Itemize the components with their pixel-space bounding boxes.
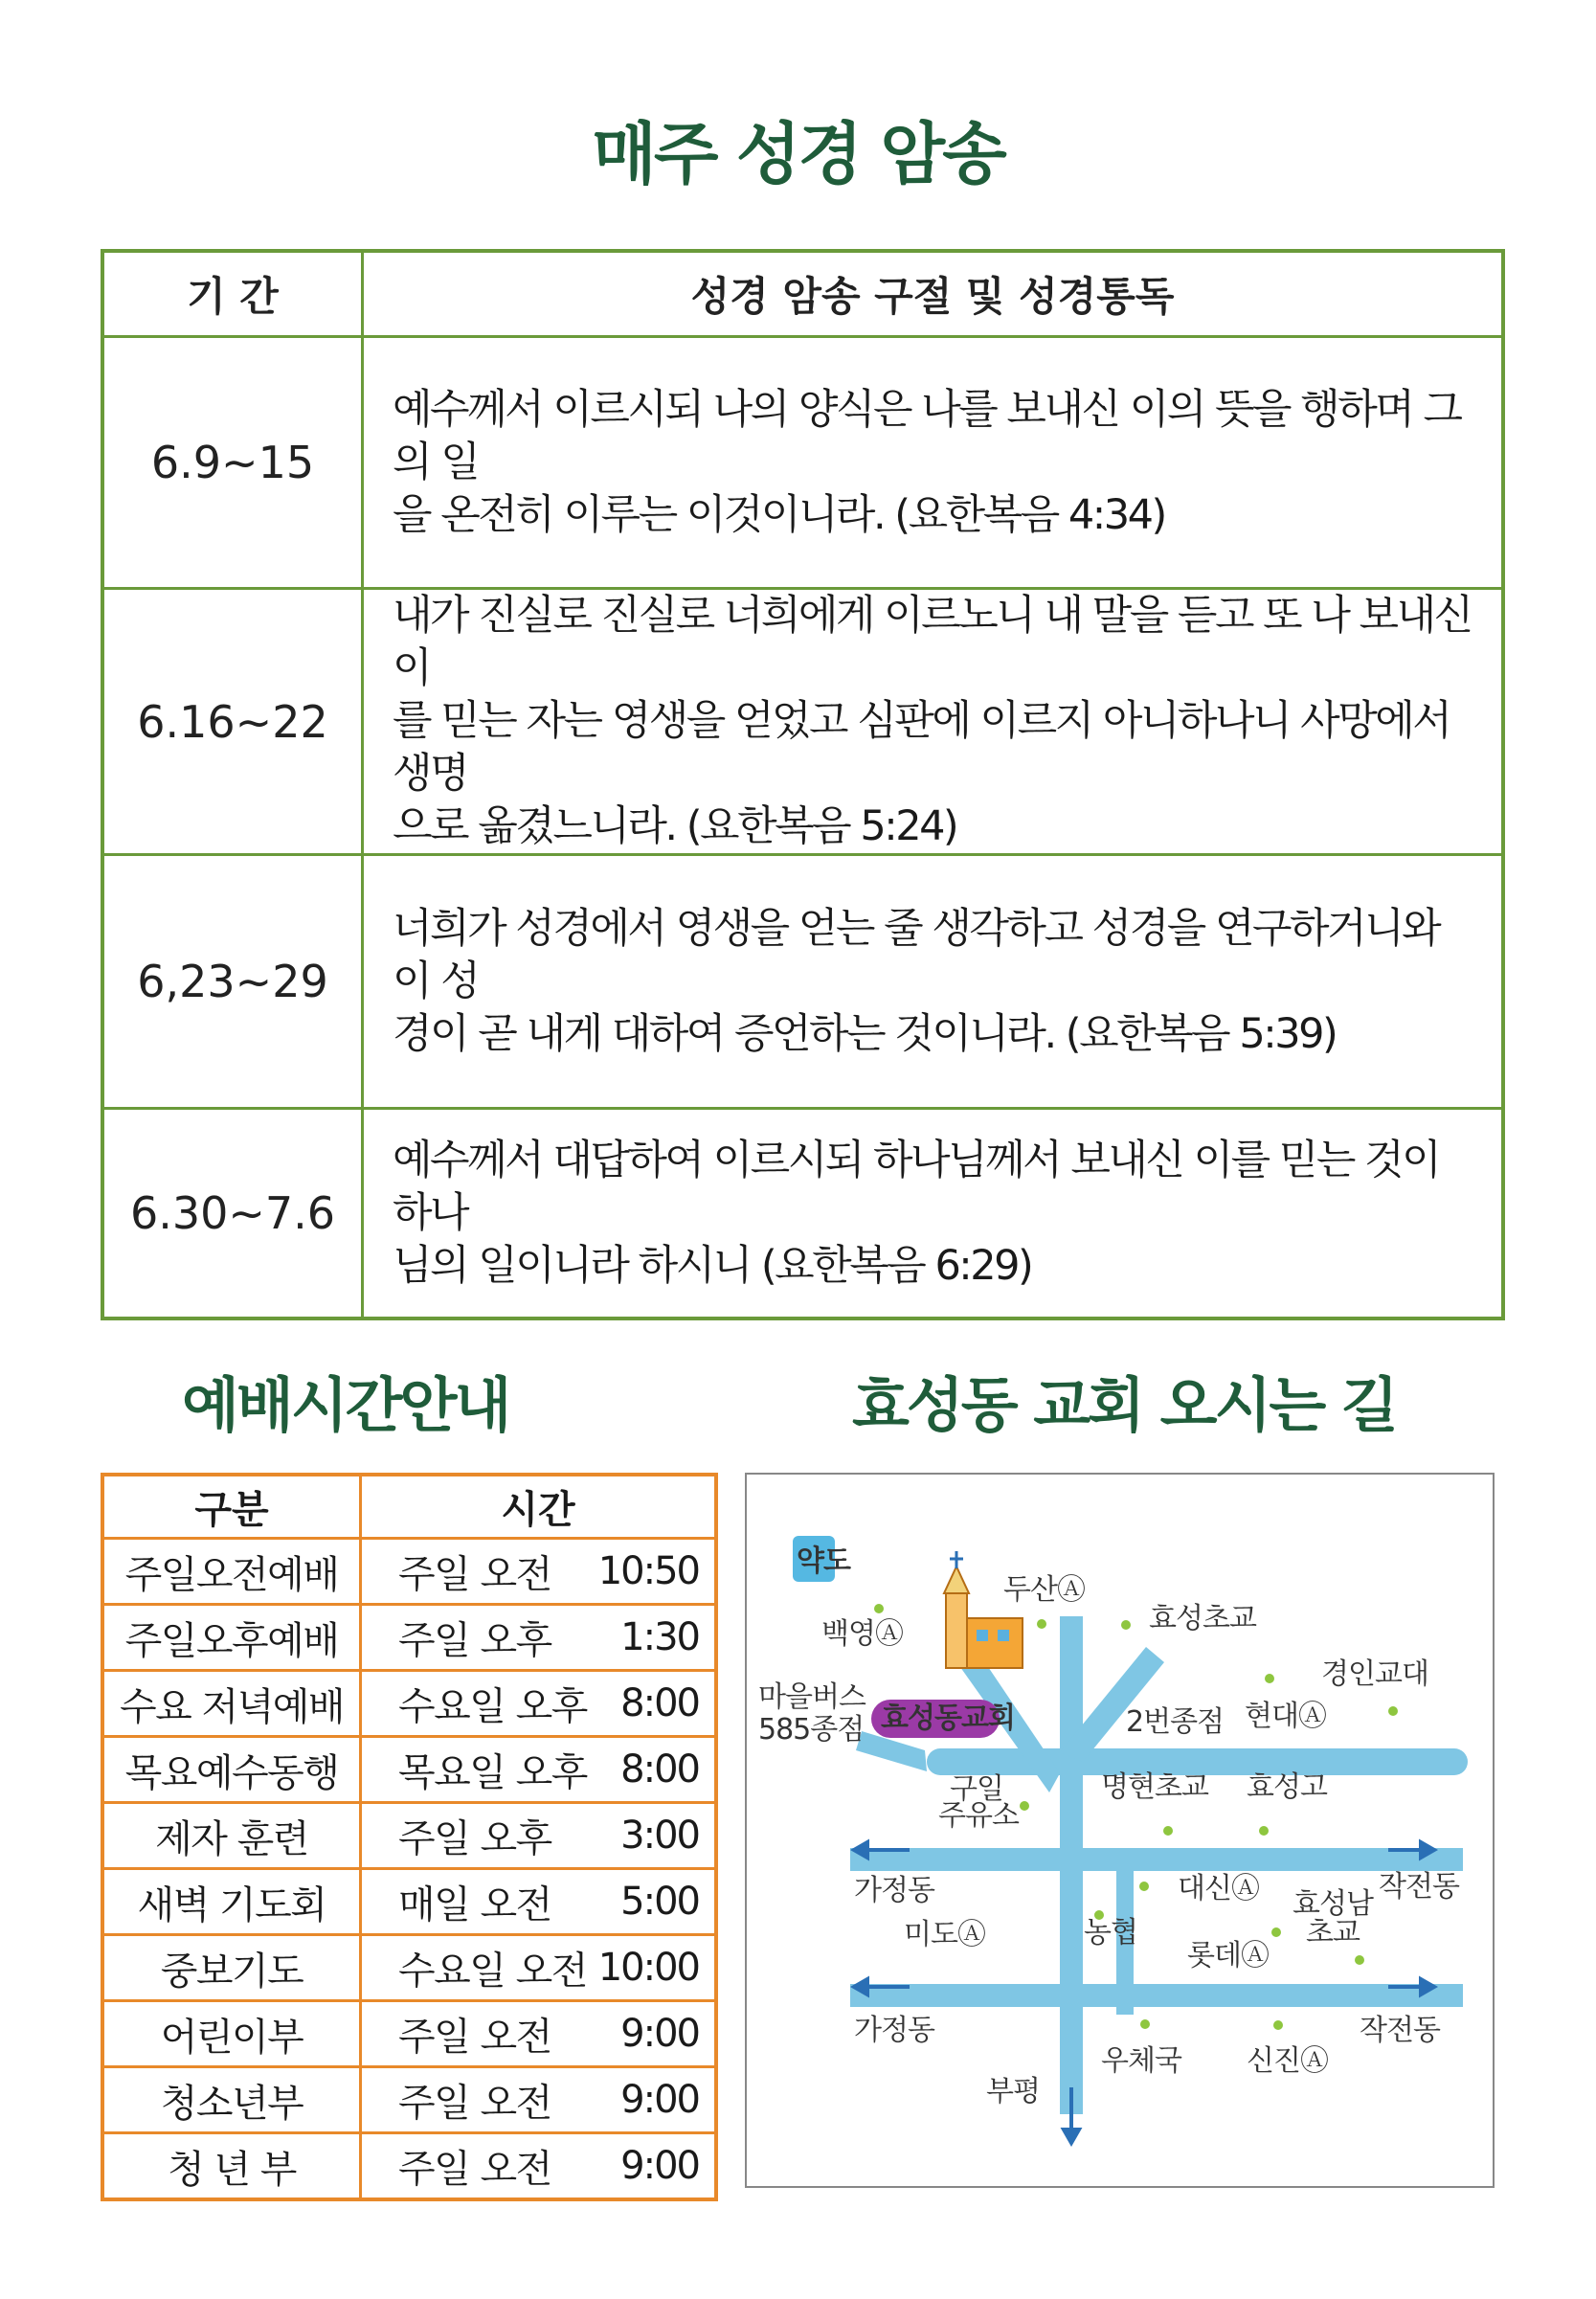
dot <box>1265 1674 1274 1683</box>
map-badge-text: 약도 <box>797 1544 850 1578</box>
table-row <box>102 1869 716 1935</box>
period-cell: 6.9~15 <box>102 337 363 589</box>
map-section-title: 효성동 교회 오시는 길 <box>852 1370 1396 1440</box>
time-cell <box>361 1803 717 1869</box>
time-text: 10:50 <box>597 1549 699 1593</box>
category-cell: 목요예수동행 <box>102 1737 361 1803</box>
verse-table <box>101 249 1505 1320</box>
map-label-sinjin: 신진Ⓐ <box>1247 2044 1328 2078</box>
worship-table-header <box>102 1475 716 1539</box>
worship-section-title: 예배시간안내 <box>182 1370 509 1440</box>
period-cell: 6.30~7.6 <box>102 1109 363 1319</box>
verse-line: 경이 곧 내게 대하여 증언하는 것이니라. (요한복음 5:39) <box>393 1009 1337 1058</box>
church-badge-text: 효성동교회 <box>881 1702 1015 1735</box>
time-cell <box>361 2133 717 2200</box>
day-text: 주일 오전 <box>398 2147 551 2192</box>
dot <box>1271 1927 1281 1937</box>
verse-line: 내가 진실로 진실로 너희에게 이르노니 내 말을 듣고 또 나 보내신 이 <box>393 592 1472 692</box>
time-text: 5:00 <box>620 1880 699 1924</box>
time-cell <box>361 2001 717 2067</box>
map-label-myeonghyeon: 명현초교 <box>1101 1770 1208 1804</box>
time-cell <box>361 1605 717 1671</box>
map-label-hyoseongnam2: 초교 <box>1306 1916 1360 1950</box>
verse-line: 님의 일이니라 하시니 (요한복음 6:29) <box>393 1241 1032 1290</box>
map-drawing <box>747 1475 1493 2186</box>
verse-cell <box>363 337 1504 589</box>
table-row <box>102 855 1503 1109</box>
map-label-gajeong-bottom: 가정동 <box>854 2014 934 2047</box>
verse-table-header <box>102 251 1503 337</box>
table-row <box>102 1935 716 2001</box>
day-text: 수요일 오후 <box>398 1684 587 1729</box>
verse-line: 으로 옮겼느니라. (요한복음 5:24) <box>393 802 957 850</box>
category-cell: 수요 저녁예배 <box>102 1671 361 1737</box>
map-label-hyoseongnam1: 효성남 <box>1293 1887 1373 1921</box>
verse-cell <box>363 855 1504 1109</box>
map-label-guil2: 주유소 <box>938 1799 1019 1833</box>
time-cell <box>361 2067 717 2133</box>
time-cell <box>361 1869 717 1935</box>
map-label-guil1: 구일 <box>950 1772 1003 1806</box>
category-cell: 청 년 부 <box>102 2133 361 2200</box>
map-label-lotte: 롯데Ⓐ <box>1187 1939 1269 1972</box>
time-cell <box>361 1737 717 1803</box>
day-text: 주일 오전 <box>398 2081 551 2126</box>
day-text: 매일 오전 <box>398 1882 551 1927</box>
dot <box>1140 2019 1150 2029</box>
arrow-head-down <box>1064 2130 1079 2143</box>
road-lower-horizontal <box>850 1984 1463 2007</box>
map-label-gyeongin-univ: 경인교대 <box>1321 1657 1428 1691</box>
table-row <box>102 1109 1503 1319</box>
category-cell: 새벽 기도회 <box>102 1869 361 1935</box>
verse-line: 너희가 성경에서 영생을 얻는 줄 생각하고 성경을 연구하거니와 이 성 <box>393 904 1440 1005</box>
category-header: 구분 <box>102 1475 361 1539</box>
dot <box>1273 2020 1283 2030</box>
time-text: 8:00 <box>620 1747 699 1792</box>
map-label-baekyoung: 백영Ⓐ <box>821 1617 903 1651</box>
category-cell: 주일오전예배 <box>102 1539 361 1605</box>
church-icon <box>944 1551 1023 1668</box>
dot <box>1037 1619 1046 1629</box>
table-row <box>102 1539 716 1605</box>
category-cell: 어린이부 <box>102 2001 361 2067</box>
table-row <box>102 1737 716 1803</box>
map-label-bupyeong: 부평 <box>986 2075 1040 2108</box>
verse-section-title: 매주 성경 암송 <box>592 115 1004 193</box>
category-cell: 주일오후예배 <box>102 1605 361 1671</box>
time-text: 3:00 <box>620 1814 699 1858</box>
day-text: 주일 오후 <box>398 1618 551 1663</box>
map-label-nonghyup: 농협 <box>1084 1916 1137 1950</box>
verse-cell <box>363 1109 1504 1319</box>
map-label-post: 우체국 <box>1101 2044 1181 2078</box>
table-row <box>102 2133 716 2200</box>
map-label-jakjeon-top: 작전동 <box>1379 1870 1459 1904</box>
table-row <box>102 1803 716 1869</box>
time-text: 1:30 <box>620 1615 699 1659</box>
worship-table <box>101 1473 718 2201</box>
map-label-bus-line2: 585종점 <box>758 1713 865 1747</box>
map-label-doosan: 두산Ⓐ <box>1003 1573 1085 1607</box>
table-row <box>102 2001 716 2067</box>
dot <box>1163 1826 1173 1836</box>
period-header: 기 간 <box>102 251 363 337</box>
day-text: 수요일 오전 <box>398 1949 587 1994</box>
map-label-terminal2: 2번종점 <box>1126 1705 1225 1739</box>
time-cell <box>361 1935 717 2001</box>
time-text: 9:00 <box>620 2078 699 2122</box>
directions-map <box>745 1473 1495 2188</box>
time-header: 시간 <box>361 1475 717 1539</box>
verse-header: 성경 암송 구절 및 성경통독 <box>363 251 1504 337</box>
dot <box>1139 1882 1149 1891</box>
map-label-hyoseong-high: 효성고 <box>1247 1770 1327 1804</box>
time-cell <box>361 1671 717 1737</box>
day-text: 주일 오후 <box>398 1816 551 1861</box>
day-text: 주일 오전 <box>398 1552 551 1597</box>
dot <box>1259 1826 1269 1836</box>
dot <box>1020 1801 1029 1811</box>
dot <box>1355 1955 1364 1965</box>
dot <box>1121 1620 1131 1630</box>
map-label-bus-line1: 마을버스 <box>758 1680 865 1714</box>
time-text: 8:00 <box>620 1681 699 1725</box>
map-label-hyoseong-elem: 효성초교 <box>1149 1602 1256 1635</box>
table-row <box>102 2067 716 2133</box>
category-cell: 제자 훈련 <box>102 1803 361 1869</box>
table-row <box>102 337 1503 589</box>
verse-line: 을 온전히 이루는 이것이니라. (요한복음 4:34) <box>393 490 1165 539</box>
dot <box>874 1604 884 1613</box>
map-label-gajeong-top: 가정동 <box>854 1874 934 1907</box>
map-label-hyundai: 현대Ⓐ <box>1245 1700 1326 1733</box>
period-cell: 6,23~29 <box>102 855 363 1109</box>
map-label-mido: 미도Ⓐ <box>904 1918 985 1951</box>
day-text: 주일 오전 <box>398 2015 551 2060</box>
time-text: 9:00 <box>620 2012 699 2056</box>
table-row <box>102 589 1503 855</box>
verse-cell <box>363 589 1504 855</box>
time-text: 10:00 <box>597 1946 699 1990</box>
map-label-daesin: 대신Ⓐ <box>1178 1872 1259 1905</box>
verse-line: 예수께서 이르시되 나의 양식은 나를 보내신 이의 뜻을 행하며 그의 일 <box>393 385 1461 486</box>
time-cell <box>361 1539 717 1605</box>
map-label-jakjeon-bottom: 작전동 <box>1360 2014 1440 2047</box>
table-row <box>102 1605 716 1671</box>
period-cell: 6.16~22 <box>102 589 363 855</box>
category-cell: 중보기도 <box>102 1935 361 2001</box>
day-text: 목요일 오후 <box>398 1750 587 1795</box>
category-cell: 청소년부 <box>102 2067 361 2133</box>
road-middle-horizontal <box>850 1848 1463 1871</box>
verse-line: 예수께서 대답하여 이르시되 하나님께서 보내신 이를 믿는 것이 하나 <box>393 1136 1440 1237</box>
time-text: 9:00 <box>620 2144 699 2188</box>
dot <box>1388 1706 1398 1716</box>
road-main-vertical <box>1060 1616 1083 2114</box>
table-row <box>102 1671 716 1737</box>
verse-line: 를 믿는 자는 영생을 얻었고 심판에 이르지 아니하나니 사망에서 생명 <box>393 697 1450 798</box>
